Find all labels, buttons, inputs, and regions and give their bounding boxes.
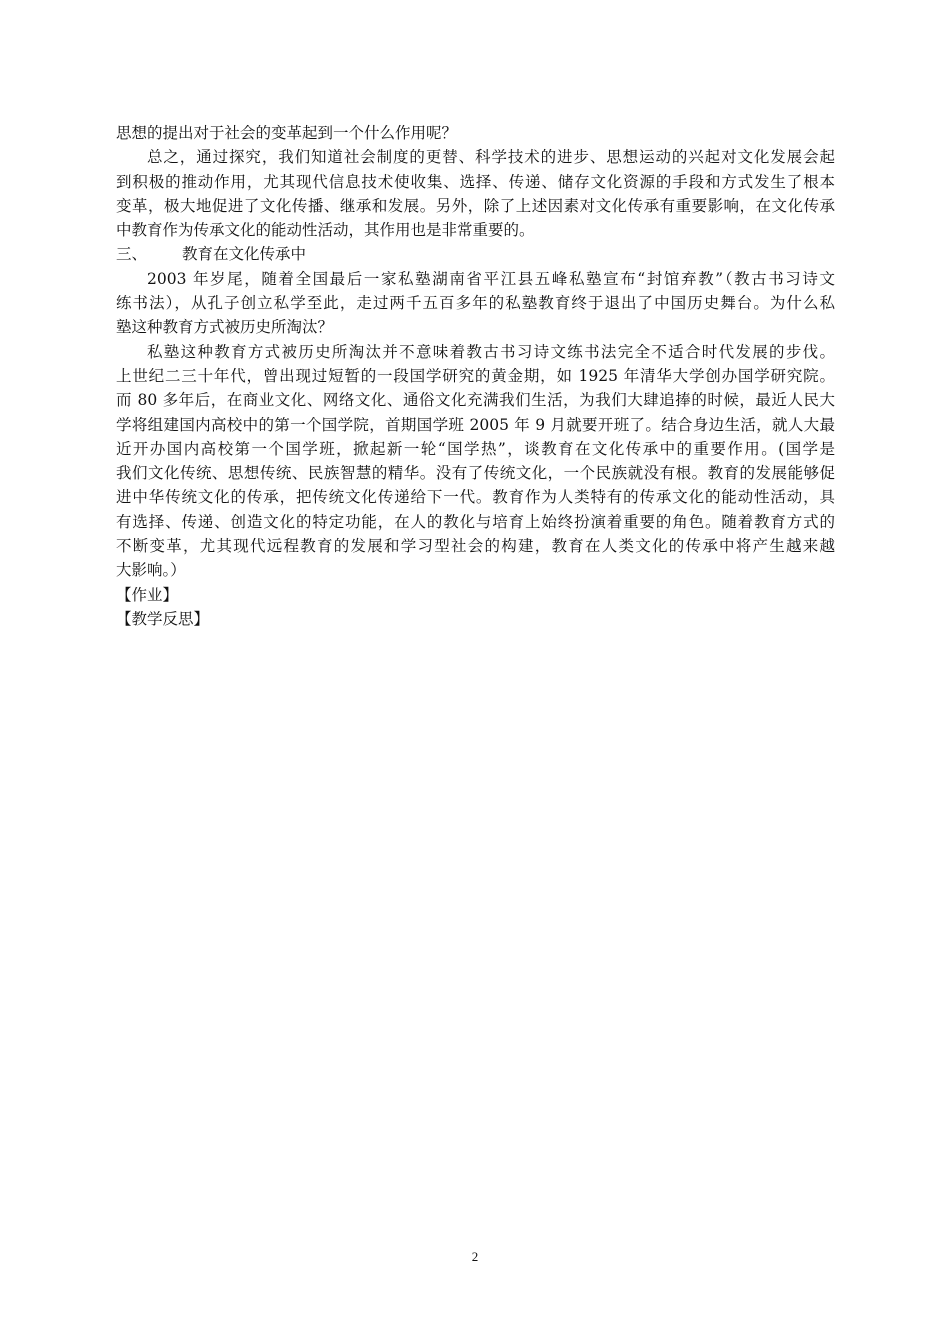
document-body [116,121,835,631]
text-line: 有选择、传递、创造文化的特定功能，在人的教化与培育上始终扮演着重要的角色。随着教育方式的 [116,512,835,531]
text-line: 上世纪二三十年代，曾出现过短暂的一段国学研究的黄金期，如 1925 年清华大学创办国学研究院。 [116,366,835,385]
text-line: 大影响。） [116,561,186,580]
text-line: 到积极的推动作用，尤其现代信息技术使收集、选择、传递、储存文化资源的手段和方式发生了根本 [116,172,835,191]
paragraph-summary [116,145,835,242]
text-line: 练书法），从孔子创立私学至此，走过两千五百多年的私塾教育终于退出了中国历史舞台。为什么私 [116,294,835,313]
text-line: 私塾这种教育方式被历史所淘汰并不意味着教古书习诗文练书法完全不适合时代发展的步伐。 [147,342,835,361]
homework-heading: 【作业】 [116,585,179,604]
text-line: 进中华传统文化的传承，把传统文化传递给下一代。教育作为人类特有的传承文化的能动性活动，具 [116,488,835,507]
text-line: 变革，极大地促进了文化传播、继承和发展。另外，除了上述因素对文化传承有重要影响，在文化传承 [116,196,835,215]
text-line: 而 80 多年后，在商业文化、网络文化、通俗文化充满我们生活，为我们大肆追捧的时候，最近人民大 [116,391,835,410]
text-line: 不断变革，尤其现代远程教育的发展和学习型社会的构建，教育在人类文化的传承中将产生越来越 [116,537,835,556]
text-line: 思想的提出对于社会的变革起到一个什么作用呢？ [116,124,458,142]
section-heading [116,242,835,266]
text-line: 近开办国内高校第一个国学班，掀起新一轮“国学热”，谈教育在文化传承中的重要作用。(国学是 [116,439,835,458]
text-line: 塾这种教育方式被历史所淘汰？ [116,318,334,337]
paragraph-guoxue [116,340,835,583]
reflection-heading: 【教学反思】 [116,609,210,628]
section-title: 教育在文化传承中 [182,245,307,264]
text-line: 我们文化传统、思想传统、民族智慧的精华。没有了传统文化，一个民族就没有根。教育的发展能够促 [116,464,835,483]
paragraph-sishu [116,267,835,340]
text-line: 中教育作为传承文化的能动性活动，其作用也是非常重要的。 [116,221,535,240]
section-number: 三、 [116,245,148,264]
text-line: 2003 年岁尾，随着全国最后一家私塾湖南省平江县五峰私塾宣布“封馆弃教”（教古书习诗文 [147,269,835,288]
text-line: 总之，通过探究，我们知道社会制度的更替、科学技术的进步、思想运动的兴起对文化发展会起 [147,148,835,167]
page-number: 2 [471,1249,479,1264]
paragraph-intro [116,121,835,145]
text-line: 学将组建国内高校中的第一个国学院，首期国学班 2005 年 9 月就要开班了。结合身边生活，就人大最 [116,415,835,434]
